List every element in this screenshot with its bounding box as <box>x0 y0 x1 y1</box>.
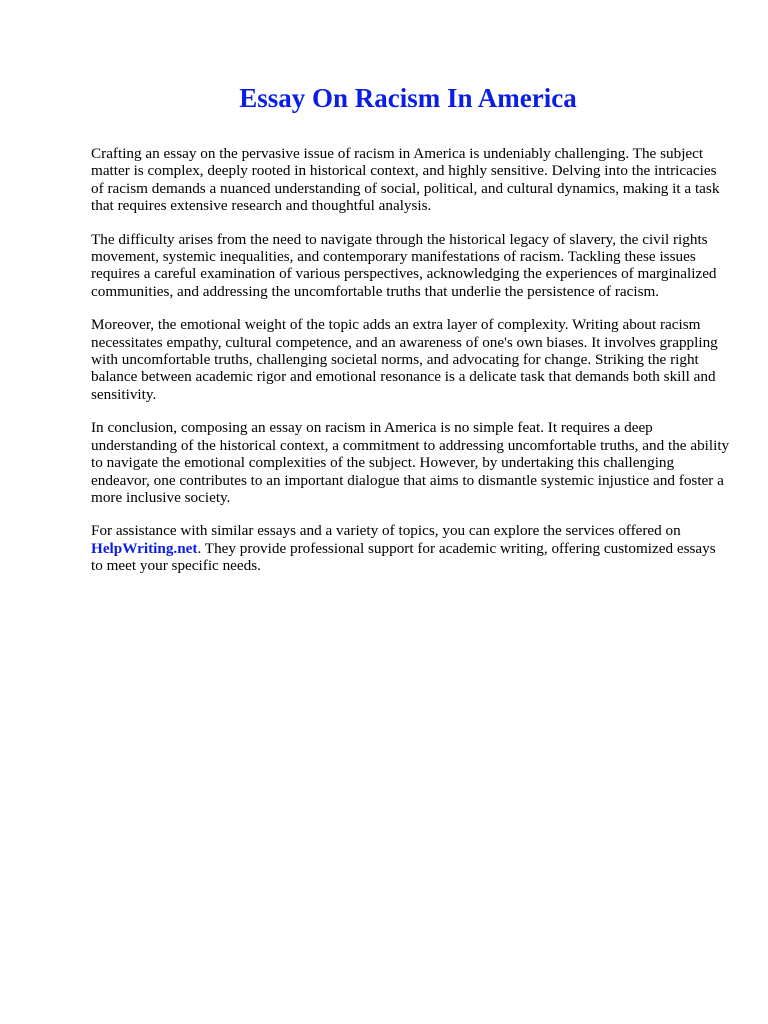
paragraph-conclusion: In conclusion, composing an essay on racism in America is no simple feat. It requires a deep understanding of the historical context, a commitment to addressing uncomfortable truths, and the ability to navigate the emotional complexities of the subject. However, by undertaking this challenging endeavor, one contributes to an important dialogue that aims to dismantle systemic injustice and foster a more inclusive society. <box>91 419 730 506</box>
assistance-text-after-link: . They provide professional support for academic writing, offering customized essays to meet your specific needs. <box>91 539 716 575</box>
assistance-text-before-link: For assistance with similar essays and a variety of topics, you can explore the services offered on <box>91 522 681 540</box>
helpwriting-link[interactable]: HelpWriting.net <box>91 539 198 557</box>
paragraph-emotional-weight: Moreover, the emotional weight of the topic adds an extra layer of complexity. Writing about racism necessitates empathy, cultural competence, and an awareness of one's own biases. It involves grappling with uncomfortable truths, challenging societal norms, and advocating for change. Striking the right balance between academic rigor and emotional resonance is a delicate task that demands both skill and sensitivity. <box>91 316 718 403</box>
essay-body <box>91 145 731 591</box>
paragraph-intro: Crafting an essay on the pervasive issue of racism in America is undeniably challenging. The subject matter is complex, deeply rooted in historical context, and highly sensitive. Delving into the intricacies of racism demands a nuanced understanding of social, political, and cultural dynamics, making it a task that requires extensive research and thoughtful analysis. <box>91 145 720 215</box>
page-title: Essay On Racism In America <box>239 83 577 113</box>
paragraph-assistance <box>91 522 731 574</box>
paragraph-difficulty: The difficulty arises from the need to navigate through the historical legacy of slavery, the civil rights movement, systemic inequalities, and contemporary manifestations of racism. Tackling these issues requires a careful examination of various perspectives, acknowledging the experiences of marginalized communities, and addressing the uncomfortable truths that underlie the persistence of racism. <box>91 230 717 300</box>
